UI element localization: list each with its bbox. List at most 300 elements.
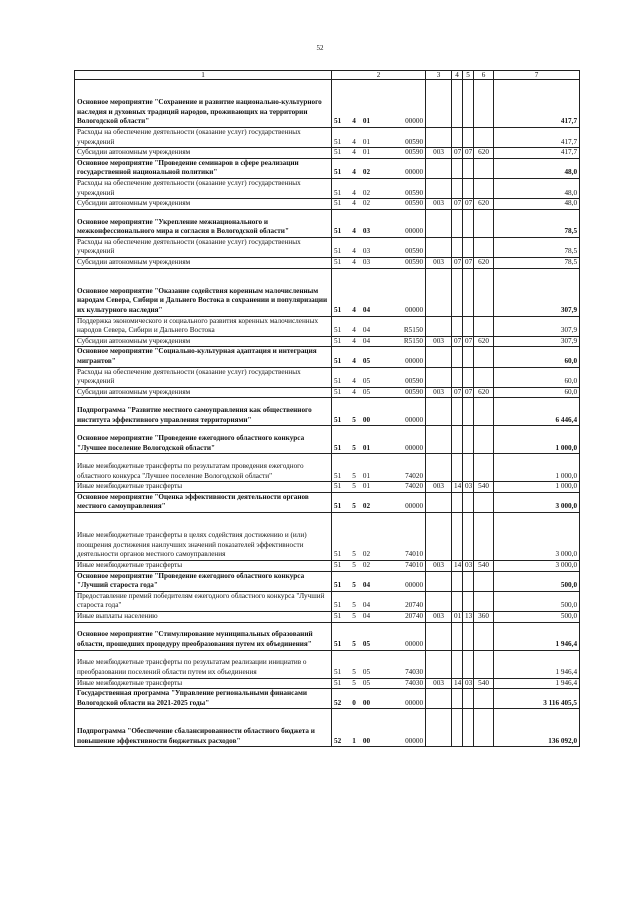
code-grbs: [426, 347, 452, 367]
code-event: 04: [360, 268, 374, 316]
code-expense-type: [474, 426, 494, 454]
code-subprogram: 5: [349, 591, 360, 611]
row-name: Основное мероприятие "Проведение ежегодного областного конкурса "Лучшее поселение Вологодской области": [75, 426, 332, 454]
code-grbs: 003: [426, 612, 452, 623]
code-expense-type: [474, 268, 494, 316]
table-row: [75, 148, 580, 159]
amount: 136 092,0: [494, 709, 580, 747]
row-name: Основное мероприятие "Проведение ежегодного областного конкурса "Лучший староста года": [75, 571, 332, 591]
code-subsection: [463, 689, 474, 709]
code-direction: 00590: [374, 387, 426, 398]
budget-table-body: [75, 71, 580, 747]
code-grbs: [426, 178, 452, 198]
code-expense-type: [474, 237, 494, 257]
code-direction: R5150: [374, 316, 426, 336]
table-row: [75, 689, 580, 709]
column-number-5: 5: [463, 71, 474, 80]
code-direction: 00000: [374, 571, 426, 591]
code-direction: 00590: [374, 199, 426, 210]
row-name: Расходы на обеспечение деятельности (оказание услуг) государственных учреждений: [75, 237, 332, 257]
code-grbs: [426, 398, 452, 426]
code-section: [452, 513, 463, 561]
table-row: [75, 367, 580, 387]
amount: 1 946,4: [494, 650, 580, 678]
code-program: 51: [332, 347, 349, 367]
code-direction: 00000: [374, 80, 426, 128]
amount: 48,0: [494, 158, 580, 178]
code-section: [452, 209, 463, 237]
table-row: [75, 426, 580, 454]
table-row: [75, 709, 580, 747]
code-grbs: [426, 513, 452, 561]
code-subsection: [463, 513, 474, 561]
code-grbs: 003: [426, 387, 452, 398]
code-program: 51: [332, 178, 349, 198]
code-grbs: [426, 158, 452, 178]
amount: 78,5: [494, 257, 580, 268]
code-expense-type: [474, 689, 494, 709]
code-subprogram: 5: [349, 571, 360, 591]
table-row: [75, 492, 580, 512]
table-row: [75, 454, 580, 482]
code-subsection: 07: [463, 387, 474, 398]
amount: 500,0: [494, 571, 580, 591]
code-direction: 20740: [374, 612, 426, 623]
code-event: 04: [360, 571, 374, 591]
amount: 1 000,0: [494, 426, 580, 454]
code-expense-type: [474, 347, 494, 367]
code-section: [452, 347, 463, 367]
code-subsection: [463, 398, 474, 426]
code-event: 02: [360, 561, 374, 572]
code-section: 07: [452, 199, 463, 210]
code-program: 51: [332, 482, 349, 493]
code-subsection: [463, 650, 474, 678]
code-program: 51: [332, 237, 349, 257]
code-section: [452, 426, 463, 454]
code-direction: 00000: [374, 492, 426, 512]
code-event: 01: [360, 80, 374, 128]
code-program: 51: [332, 209, 349, 237]
code-subsection: 07: [463, 257, 474, 268]
code-subprogram: 5: [349, 622, 360, 650]
code-event: 03: [360, 237, 374, 257]
amount: 417,7: [494, 128, 580, 148]
amount: 6 446,4: [494, 398, 580, 426]
code-event: 05: [360, 347, 374, 367]
column-number-7: 7: [494, 71, 580, 80]
code-grbs: [426, 316, 452, 336]
amount: 3 116 405,5: [494, 689, 580, 709]
code-grbs: 003: [426, 199, 452, 210]
code-subprogram: 5: [349, 398, 360, 426]
table-row: [75, 612, 580, 623]
code-section: 07: [452, 257, 463, 268]
code-grbs: [426, 622, 452, 650]
code-program: 51: [332, 454, 349, 482]
column-number-3: 3: [426, 71, 452, 80]
column-number-2: 2: [332, 71, 426, 80]
column-number-6: 6: [474, 71, 494, 80]
code-subsection: [463, 237, 474, 257]
row-name: Иные межбюджетные трансферты по результатам проведения ежегодного областного конкурса "Лучшее поселение Вологодской области": [75, 454, 332, 482]
code-event: 01: [360, 148, 374, 159]
code-program: 51: [332, 561, 349, 572]
code-subprogram: 5: [349, 678, 360, 689]
code-program: 51: [332, 268, 349, 316]
code-event: 02: [360, 513, 374, 561]
code-expense-type: [474, 492, 494, 512]
table-row: [75, 158, 580, 178]
code-subsection: [463, 492, 474, 512]
code-direction: 00000: [374, 709, 426, 747]
code-event: 04: [360, 591, 374, 611]
amount: 500,0: [494, 612, 580, 623]
code-section: [452, 454, 463, 482]
amount: 500,0: [494, 591, 580, 611]
code-section: [452, 571, 463, 591]
code-program: 51: [332, 199, 349, 210]
code-direction: R5150: [374, 336, 426, 347]
table-row: [75, 316, 580, 336]
code-event: 04: [360, 612, 374, 623]
code-subprogram: 1: [349, 709, 360, 747]
code-subsection: [463, 128, 474, 148]
code-direction: 00000: [374, 398, 426, 426]
code-expense-type: 620: [474, 387, 494, 398]
code-direction: 74020: [374, 454, 426, 482]
code-program: 51: [332, 128, 349, 148]
row-name: Государственная программа "Управление региональными финансами Вологодской области на 2021-2025 годы": [75, 689, 332, 709]
code-subsection: [463, 316, 474, 336]
code-event: 04: [360, 336, 374, 347]
code-program: 51: [332, 650, 349, 678]
code-event: 01: [360, 128, 374, 148]
code-subprogram: 4: [349, 80, 360, 128]
table-row: [75, 178, 580, 198]
code-subprogram: 4: [349, 128, 360, 148]
code-event: 02: [360, 158, 374, 178]
code-expense-type: [474, 178, 494, 198]
code-subsection: 03: [463, 561, 474, 572]
code-subprogram: 5: [349, 482, 360, 493]
code-program: 52: [332, 689, 349, 709]
code-program: 51: [332, 336, 349, 347]
table-row: [75, 482, 580, 493]
amount: 3 000,0: [494, 561, 580, 572]
column-number-1: 1: [75, 71, 332, 80]
amount: 3 000,0: [494, 513, 580, 561]
code-program: 51: [332, 591, 349, 611]
code-subprogram: 0: [349, 689, 360, 709]
table-row: [75, 650, 580, 678]
code-grbs: 003: [426, 148, 452, 159]
code-program: 51: [332, 426, 349, 454]
table-row: [75, 209, 580, 237]
code-section: 07: [452, 148, 463, 159]
code-event: 03: [360, 209, 374, 237]
amount: 78,5: [494, 209, 580, 237]
code-section: [452, 367, 463, 387]
code-event: 05: [360, 678, 374, 689]
code-grbs: 003: [426, 561, 452, 572]
row-name: Подпрограмма "Развитие местного самоуправления как общественного института эффективного управления территориями": [75, 398, 332, 426]
code-grbs: [426, 709, 452, 747]
code-direction: 00590: [374, 237, 426, 257]
code-subsection: [463, 178, 474, 198]
amount: 48,0: [494, 199, 580, 210]
code-subprogram: 5: [349, 650, 360, 678]
table-row: [75, 387, 580, 398]
code-subprogram: 4: [349, 199, 360, 210]
table-row: [75, 80, 580, 128]
code-program: 51: [332, 398, 349, 426]
code-expense-type: [474, 367, 494, 387]
code-section: [452, 158, 463, 178]
code-subsection: [463, 209, 474, 237]
table-row: [75, 128, 580, 148]
code-event: 00: [360, 398, 374, 426]
code-grbs: [426, 650, 452, 678]
code-subsection: 03: [463, 678, 474, 689]
amount: 1 946,4: [494, 678, 580, 689]
code-expense-type: 540: [474, 482, 494, 493]
code-subsection: [463, 571, 474, 591]
code-event: 02: [360, 492, 374, 512]
table-row: [75, 678, 580, 689]
budget-table: [74, 70, 580, 747]
code-expense-type: 540: [474, 561, 494, 572]
code-expense-type: [474, 571, 494, 591]
code-event: 05: [360, 622, 374, 650]
code-section: 14: [452, 678, 463, 689]
code-subprogram: 4: [349, 268, 360, 316]
code-expense-type: [474, 454, 494, 482]
code-direction: 00590: [374, 148, 426, 159]
code-event: 02: [360, 178, 374, 198]
code-grbs: [426, 454, 452, 482]
code-direction: 74010: [374, 513, 426, 561]
code-subprogram: 4: [349, 257, 360, 268]
code-expense-type: 620: [474, 257, 494, 268]
code-grbs: 003: [426, 678, 452, 689]
code-program: 51: [332, 571, 349, 591]
table-row: [75, 622, 580, 650]
code-expense-type: 540: [474, 678, 494, 689]
code-direction: 00590: [374, 257, 426, 268]
code-subprogram: 4: [349, 347, 360, 367]
code-grbs: [426, 237, 452, 257]
amount: 417,7: [494, 80, 580, 128]
code-expense-type: 620: [474, 148, 494, 159]
amount: 1 000,0: [494, 482, 580, 493]
code-direction: 74030: [374, 650, 426, 678]
code-program: 51: [332, 513, 349, 561]
code-program: 51: [332, 158, 349, 178]
code-grbs: [426, 209, 452, 237]
row-name: Основное мероприятие "Сохранение и развитие национально-культурного наследия и духовных традиций народов, проживающих на территории Вологодской области": [75, 80, 332, 128]
code-grbs: [426, 571, 452, 591]
code-expense-type: [474, 709, 494, 747]
code-section: [452, 622, 463, 650]
code-subsection: 03: [463, 482, 474, 493]
code-direction: 00000: [374, 268, 426, 316]
code-event: 04: [360, 316, 374, 336]
code-grbs: [426, 689, 452, 709]
code-direction: 00000: [374, 347, 426, 367]
code-grbs: 003: [426, 482, 452, 493]
amount: 60,0: [494, 347, 580, 367]
row-name: Предоставление премий победителям ежегодного областного конкурса "Лучший староста года": [75, 591, 332, 611]
table-row: [75, 571, 580, 591]
amount: 417,7: [494, 148, 580, 159]
code-expense-type: [474, 398, 494, 426]
row-name: Расходы на обеспечение деятельности (оказание услуг) государственных учреждений: [75, 178, 332, 198]
code-direction: 00590: [374, 178, 426, 198]
row-name: Расходы на обеспечение деятельности (оказание услуг) государственных учреждений: [75, 128, 332, 148]
code-program: 51: [332, 492, 349, 512]
amount: 3 000,0: [494, 492, 580, 512]
code-subsection: 07: [463, 336, 474, 347]
code-subsection: [463, 367, 474, 387]
code-subprogram: 5: [349, 426, 360, 454]
code-subsection: 13: [463, 612, 474, 623]
code-expense-type: [474, 209, 494, 237]
code-subprogram: 4: [349, 209, 360, 237]
row-name: Основное мероприятие "Оказание содействия коренным малочисленным народам Севера, Сибири и Дальнего Востока в сохранении и популяризации их культурного наследия": [75, 268, 332, 316]
table-row: [75, 336, 580, 347]
row-name: Субсидии автономным учреждениям: [75, 257, 332, 268]
row-name: Основное мероприятие "Укрепление межнационального и межконфессионального мира и согласия в Вологодской области": [75, 209, 332, 237]
code-section: 01: [452, 612, 463, 623]
code-direction: 00000: [374, 209, 426, 237]
code-program: 51: [332, 387, 349, 398]
code-subprogram: 5: [349, 492, 360, 512]
code-program: 51: [332, 316, 349, 336]
code-subprogram: 4: [349, 148, 360, 159]
column-number-4: 4: [452, 71, 463, 80]
code-section: [452, 316, 463, 336]
amount: 307,9: [494, 336, 580, 347]
code-program: 52: [332, 709, 349, 747]
code-event: 05: [360, 650, 374, 678]
code-direction: 74030: [374, 678, 426, 689]
code-section: [452, 128, 463, 148]
row-name: Субсидии автономным учреждениям: [75, 148, 332, 159]
code-subprogram: 4: [349, 237, 360, 257]
code-expense-type: [474, 591, 494, 611]
code-event: 03: [360, 257, 374, 268]
code-direction: 00000: [374, 622, 426, 650]
code-section: [452, 689, 463, 709]
row-name: Субсидии автономным учреждениям: [75, 336, 332, 347]
table-row: [75, 268, 580, 316]
code-subsection: [463, 347, 474, 367]
code-subprogram: 4: [349, 387, 360, 398]
code-event: 01: [360, 482, 374, 493]
table-row: [75, 398, 580, 426]
code-subprogram: 4: [349, 367, 360, 387]
code-section: [452, 237, 463, 257]
table-row: [75, 513, 580, 561]
row-name: Субсидии автономным учреждениям: [75, 199, 332, 210]
code-subsection: [463, 268, 474, 316]
row-name: Иные межбюджетные трансферты в целях содействия достижению и (или) поощрения достижения наилучших значений показателей эффективности деятельности органов местного самоуправления: [75, 513, 332, 561]
row-name: Субсидии автономным учреждениям: [75, 387, 332, 398]
code-grbs: [426, 80, 452, 128]
code-section: [452, 80, 463, 128]
row-name: Основное мероприятие "Стимулирование муниципальных образований области, прошедших процедуру преобразования путем их объединения": [75, 622, 332, 650]
code-event: 01: [360, 454, 374, 482]
table-row: [75, 561, 580, 572]
code-section: [452, 178, 463, 198]
code-subprogram: 4: [349, 158, 360, 178]
code-direction: 00000: [374, 426, 426, 454]
table-row: [75, 257, 580, 268]
table-row: [75, 199, 580, 210]
code-subprogram: 4: [349, 316, 360, 336]
code-direction: 00590: [374, 128, 426, 148]
code-event: 00: [360, 709, 374, 747]
row-name: Подпрограмма "Обеспечение сбалансированности областного бюджета и повышение эффективности бюджетных расходов": [75, 709, 332, 747]
code-subprogram: 5: [349, 513, 360, 561]
code-program: 51: [332, 612, 349, 623]
code-expense-type: [474, 650, 494, 678]
code-subsection: [463, 591, 474, 611]
code-section: [452, 650, 463, 678]
code-section: [452, 268, 463, 316]
code-subprogram: 4: [349, 178, 360, 198]
code-section: [452, 709, 463, 747]
code-subsection: [463, 454, 474, 482]
row-name: Основное мероприятие "Проведение семинаров в сфере реализации государственной национальной политики": [75, 158, 332, 178]
amount: 307,9: [494, 268, 580, 316]
amount: 307,9: [494, 316, 580, 336]
code-expense-type: [474, 80, 494, 128]
code-section: [452, 591, 463, 611]
code-section: 07: [452, 387, 463, 398]
code-grbs: [426, 367, 452, 387]
code-direction: 74010: [374, 561, 426, 572]
code-expense-type: [474, 158, 494, 178]
code-subprogram: 5: [349, 612, 360, 623]
code-program: 51: [332, 678, 349, 689]
code-section: [452, 492, 463, 512]
row-name: Иные межбюджетные трансферты: [75, 482, 332, 493]
code-expense-type: [474, 128, 494, 148]
code-grbs: [426, 128, 452, 148]
table-row: [75, 591, 580, 611]
code-subsection: 07: [463, 199, 474, 210]
code-program: 51: [332, 367, 349, 387]
code-subsection: [463, 709, 474, 747]
code-direction: 00590: [374, 367, 426, 387]
amount: 1 946,4: [494, 622, 580, 650]
code-grbs: [426, 591, 452, 611]
code-subsection: [463, 426, 474, 454]
code-direction: 20740: [374, 591, 426, 611]
amount: 48,0: [494, 178, 580, 198]
code-direction: 00000: [374, 689, 426, 709]
row-name: Расходы на обеспечение деятельности (оказание услуг) государственных учреждений: [75, 367, 332, 387]
code-subsection: [463, 80, 474, 128]
code-event: 02: [360, 199, 374, 210]
code-expense-type: [474, 513, 494, 561]
code-subsection: [463, 158, 474, 178]
code-program: 51: [332, 257, 349, 268]
row-name: Поддержка экономического и социального развития коренных малочисленных народов Севера, Сибири и Дальнего Востока: [75, 316, 332, 336]
code-event: 05: [360, 367, 374, 387]
